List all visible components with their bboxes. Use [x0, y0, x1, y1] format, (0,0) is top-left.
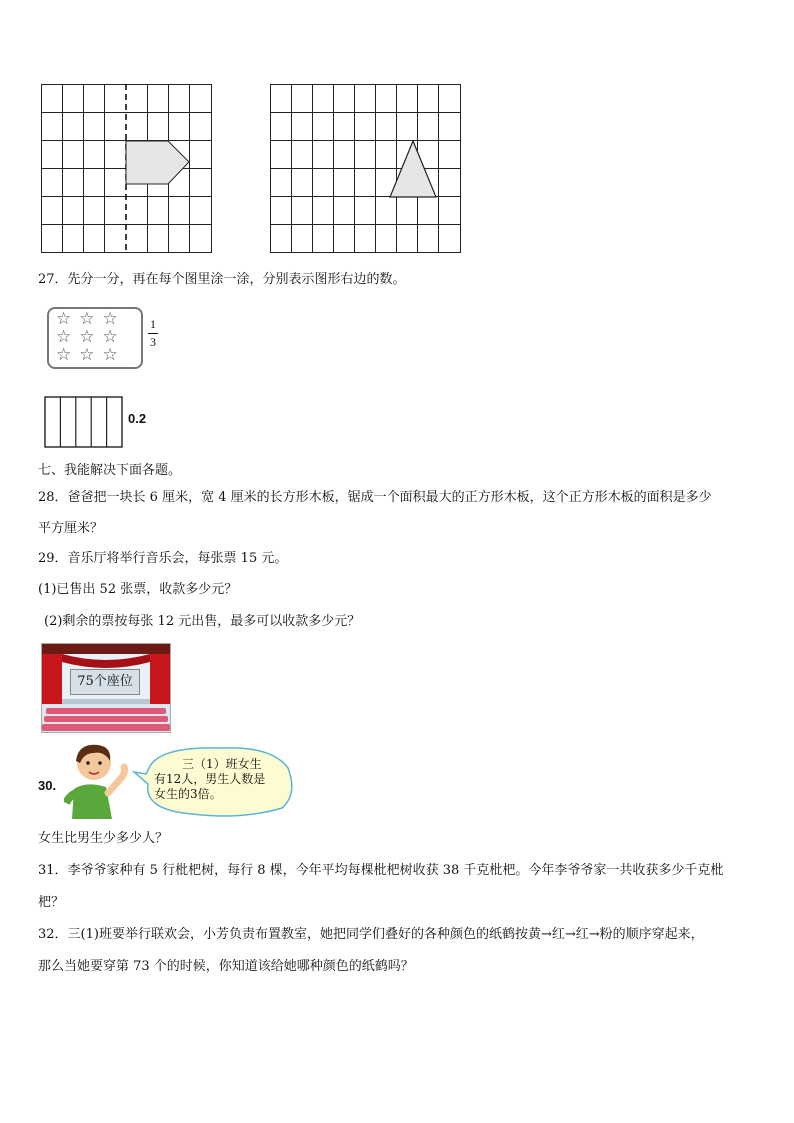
bubble-line-2: 有12人，男生人数是 [154, 772, 266, 786]
star-icon: ☆ [102, 327, 126, 347]
question-31-line2: 杷？ [38, 895, 65, 910]
translate-grid-right [270, 84, 463, 254]
fraction-one-third [146, 317, 160, 350]
rectangle-five-parts [44, 396, 124, 448]
question-28-line1: 28．爸爸把一块长 6 厘米，宽 4 厘米的长方形木板，锯成一个面积最大的正方形木板，这个正方形木板的面积是多少 [38, 490, 712, 505]
bubble-line-1: 三（1）班女生 [182, 757, 262, 771]
star-grid [56, 310, 134, 364]
decimal-label: 0.2 [128, 411, 147, 426]
question-28-line2: 平方厘米？ [38, 521, 104, 536]
star-icon: ☆ [56, 345, 80, 365]
speech-bubble-text [154, 757, 284, 802]
star-icon: ☆ [56, 309, 80, 329]
fraction-numerator: 1 [150, 317, 156, 331]
seats-sign [70, 669, 140, 695]
boy-illustration [64, 741, 136, 819]
question-30-text: 女生比男生少多少人？ [38, 831, 169, 846]
question-29-text: 29．音乐厅将举行音乐会，每张票 15 元。 [38, 551, 288, 566]
section-title: 七、我能解决下面各题。 [38, 463, 182, 478]
star-icon: ☆ [56, 327, 80, 347]
concert-hall-illustration [41, 643, 171, 733]
question-30-number: 30. [38, 778, 57, 793]
star-icon: ☆ [79, 309, 103, 329]
symmetry-grid-left [41, 84, 213, 254]
question-29-part2: (2)剩余的票按每张 12 元出售，最多可以收款多少元？ [44, 614, 361, 629]
seats-label: 75个座位 [77, 674, 133, 689]
bubble-line-3: 女生的3倍。 [154, 787, 222, 801]
question-32-line2: 那么当她要穿第 73 个的时候，你知道该给她哪种颜色的纸鹤吗？ [38, 959, 414, 974]
star-icon: ☆ [102, 309, 126, 329]
question-31-line1: 31．李爷爷家种有 5 行枇杷树，每行 8 棵，今年平均每棵枇杷树收获 38 千克枇杷。今年李爷爷家一共收获多少千克枇 [38, 863, 724, 878]
question-29-part1: (1)已售出 52 张票，收款多少元？ [38, 582, 238, 597]
question-27-text: 27．先分一分，再在每个图里涂一涂，分别表示图形右边的数。 [38, 272, 406, 287]
pentagon-shape [126, 141, 189, 184]
question-32-line1: 32．三(1)班要举行联欢会，小芳负责布置教室，她把同学们叠好的各种颜色的纸鹤按黄→红→红→粉的顺序穿起来， [38, 927, 704, 942]
star-icon: ☆ [79, 327, 103, 347]
fraction-denominator: 3 [150, 335, 156, 349]
star-icon: ☆ [79, 345, 103, 365]
star-icon: ☆ [102, 345, 126, 365]
